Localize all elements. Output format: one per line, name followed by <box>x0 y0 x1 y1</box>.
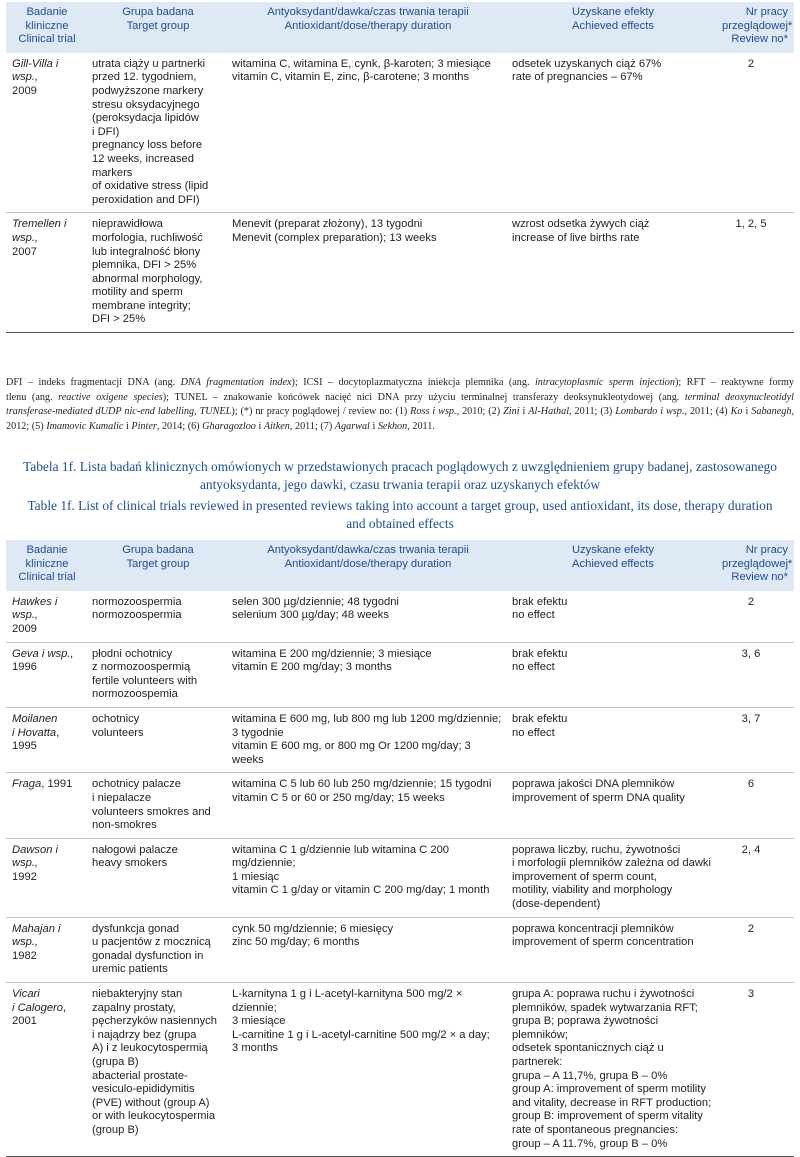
cell-line: stresu oksydacyjnego <box>92 98 200 111</box>
header-line: Nr pracy <box>745 544 788 556</box>
cell-line: grupa – A 11,7%, grupa B – 0% <box>512 1069 668 1082</box>
cell-target-group <box>88 213 228 333</box>
cell-line: odsetek spontanicznych ciąż u partnerek: <box>512 1042 664 1068</box>
cell-line: improvement of sperm DNA quality <box>512 791 685 804</box>
header-line: Target group <box>126 19 190 32</box>
cell-antioxidant <box>228 773 508 838</box>
cell-line: zapalny prostaty, <box>92 1001 176 1014</box>
trial-author: Mahajan i wsp., <box>12 922 61 949</box>
cell-target-group <box>88 642 228 707</box>
cell-clinical-trial <box>6 53 88 213</box>
cell-line: pęcherzyków nasiennych <box>92 1015 217 1028</box>
cell-target-group <box>88 707 228 772</box>
cell-achieved-effects <box>508 53 718 213</box>
cell-line: wzrost odsetka żywych ciąż <box>512 218 650 231</box>
cell-line: fertile volunteers with <box>92 674 198 687</box>
caption-line: Table 1f. List of clinical trials reviewed in presented reviews taking into account a target group, used antioxidant, its dose, therapy duration <box>27 498 773 513</box>
cell-line: Menevit (preparat złożony), 13 tygodni <box>232 218 423 231</box>
table-header-row <box>6 540 794 591</box>
cell-line: poprawa jakości DNA plemników <box>512 778 675 791</box>
cell-achieved-effects <box>508 213 718 333</box>
header-line: Grupa badana <box>122 544 194 556</box>
header-line: Badanie <box>26 544 68 556</box>
cell-line: morfologia, ruchliwość <box>92 231 203 244</box>
cell-review-no: 2 <box>718 917 794 982</box>
table-row <box>6 213 794 333</box>
header-line: przeglądowej* <box>722 19 793 32</box>
cell-line: selen 300 µg/dziennie; 48 tygodni <box>232 595 399 608</box>
cell-line: gonadal dysfunction in <box>92 949 204 962</box>
cell-line: group A: improvement of sperm motility <box>512 1083 706 1096</box>
cell-achieved-effects <box>508 707 718 772</box>
cell-review-no: 6 <box>718 773 794 838</box>
cell-antioxidant <box>228 213 508 333</box>
cell-line: brak efektu <box>512 712 568 725</box>
cell-line: witamina E 200 mg/dziennie; 3 miesiące <box>232 647 432 660</box>
cell-line: heavy smokers <box>92 857 168 870</box>
header-line: Achieved effects <box>572 557 654 570</box>
cell-line: i morfologii plemników zależna od dawki <box>512 857 711 870</box>
cell-line: utrata ciąży u partnerki <box>92 57 206 70</box>
table-caption-polish <box>20 458 780 494</box>
header-target-group <box>88 2 228 53</box>
caption-line: Tabela 1f. Lista badań klinicznych omówionych w przedstawionych pracach poglądowych z uwzględnieniem grupy badanej, zastosowanego <box>23 459 777 474</box>
cell-line: DFI > 25% <box>92 313 146 326</box>
cell-antioxidant <box>228 707 508 772</box>
trial-author: Geva i wsp., <box>12 647 74 660</box>
cell-line: podwyższone markery <box>92 84 204 97</box>
header-line: Grupa badana <box>122 6 194 18</box>
cell-antioxidant <box>228 53 508 213</box>
cell-line: abacterial prostate- <box>92 1069 188 1082</box>
cell-achieved-effects <box>508 838 718 917</box>
trial-author: Gill-Villa i wsp., <box>12 57 59 84</box>
header-line: Nr pracy <box>745 6 788 18</box>
cell-line: (grupa B) <box>92 1056 139 1068</box>
cell-line: z normozoospermią <box>92 661 191 674</box>
table-footnote <box>6 376 794 434</box>
trial-author: Fraga <box>12 778 42 791</box>
header-line: Antyoksydant/dawka/czas trwania terapii <box>267 544 469 556</box>
cell-line: 3 miesiące <box>232 1015 286 1028</box>
cell-line: poprawa liczby, ruchu, żywotności <box>512 843 681 856</box>
trial-author: Dawson i wsp., <box>12 843 59 870</box>
cell-line: nieprawidłowa <box>92 218 163 231</box>
header-line: Clinical trial <box>18 571 76 584</box>
cell-line: brak efektu <box>512 595 568 608</box>
cell-review-no: 2 <box>718 591 794 642</box>
cell-line: (dose-dependent) <box>512 898 601 911</box>
cell-line: motility, viability and morphology <box>512 884 673 897</box>
header-line: kliniczne <box>25 557 69 570</box>
footnote-line: 2012; (5) Imamovic Kumalic i Pinter, 2014; (6) Gharagozloo i Aitken, 2011; (7) Agarwal i Sekhon, 2011. <box>6 420 435 432</box>
cell-line: rate of spontaneous pregnancies: <box>512 1123 679 1136</box>
cell-clinical-trial <box>6 917 88 982</box>
cell-line: A) i z leukocytospermią <box>92 1042 208 1055</box>
cell-line: vitamin C, vitamin E, zinc, β-carotene; 3 months <box>232 71 470 84</box>
cell-line: vesiculo-epididymitis <box>92 1083 195 1096</box>
header-line: Review no* <box>731 571 788 584</box>
cell-line: poprawa koncentracji plemników <box>512 922 674 935</box>
cell-line: ochotnicy palacze <box>92 778 181 791</box>
header-achieved-effects <box>508 540 718 591</box>
cell-line: uremic patients <box>92 963 168 976</box>
cell-target-group <box>88 53 228 213</box>
table-header-row <box>6 2 794 53</box>
cell-antioxidant <box>228 642 508 707</box>
cell-line: płodni ochotnicy <box>92 647 173 660</box>
cell-line: lub integralność błony <box>92 245 201 258</box>
header-review-no <box>718 2 794 53</box>
cell-line: (PVE) without (group A) <box>92 1096 210 1109</box>
trial-author: Hawkes i wsp., <box>12 595 58 622</box>
trial-author: Vicari <box>12 988 40 1001</box>
cell-line: normozoospermia <box>92 609 182 622</box>
cell-line: improvement of sperm count, <box>512 870 657 883</box>
cell-clinical-trial <box>6 707 88 772</box>
cell-achieved-effects <box>508 983 718 1157</box>
header-antioxidant <box>228 540 508 591</box>
cell-line: cynk 50 mg/dziennie; 6 miesięcy <box>232 922 394 935</box>
header-line: Uzyskane efekty <box>571 544 655 556</box>
cell-line: pregnancy loss before <box>92 139 203 152</box>
cell-line: improvement of sperm concentration <box>512 936 694 949</box>
cell-antioxidant <box>228 917 508 982</box>
table-row <box>6 983 794 1157</box>
cell-line: zinc 50 mg/day; 6 months <box>232 936 360 949</box>
table-row <box>6 642 794 707</box>
cell-line: motility and sperm <box>92 286 183 299</box>
cell-line: i najądrzy bez (grupa <box>92 1028 197 1041</box>
cell-line: witamina C 5 lub 60 lub 250 mg/dziennie; 15 tygodni <box>232 778 492 791</box>
cell-line: witamina C, witamina E, cynk, β-karoten; 3 miesiące <box>232 57 491 70</box>
cell-line: and vitality, decrease in RFT production; <box>512 1096 712 1109</box>
cell-line: no effect <box>512 609 555 622</box>
header-clinical-trial <box>6 2 88 53</box>
header-target-group <box>88 540 228 591</box>
cell-line: vitamin C 5 or 60 or 250 mg/day; 15 weeks <box>232 791 445 804</box>
trial-author: Tremellen i wsp., <box>12 218 67 244</box>
cell-line: i DFI) <box>92 125 120 138</box>
cell-achieved-effects <box>508 591 718 642</box>
cell-review-no: 3 <box>718 983 794 1157</box>
table-row <box>6 591 794 642</box>
cell-target-group <box>88 838 228 917</box>
cell-line: plemników, spadek wytwarzania RFT; <box>512 1001 698 1014</box>
cell-line: L-karnityna 1 g i L-acetyl-karnityna 500 mg/2 × dziennie; <box>232 988 463 1014</box>
header-line: Target group <box>126 557 190 570</box>
header-line: Antyoksydant/dawka/czas trwania terapii <box>267 6 469 18</box>
cell-line: peroxidation and DFI) <box>92 193 200 206</box>
cell-line: grupa B; poprawa żywotności plemników; <box>512 1015 659 1041</box>
cell-line: Menevit (complex preparation); 13 weeks <box>232 231 437 244</box>
cell-review-no: 2 <box>718 53 794 213</box>
cell-line: of oxidative stress (lipid <box>92 180 209 193</box>
table-body <box>6 591 794 1157</box>
trial-year-num: , 1995 <box>12 726 60 753</box>
cell-target-group <box>88 773 228 838</box>
footnote-line: DFI – indeks fragmentacji DNA (ang. DNA fragmentation index); ICSI – docytoplazmatyczna iniekcja plemnika (ang. intracytoplasmic sperm injection); RFT – reaktywne formy <box>6 377 794 388</box>
caption-line: and obtained effects <box>346 516 454 531</box>
cell-line: niebakteryjny stan <box>92 988 183 1001</box>
header-line: kliniczne <box>25 19 69 32</box>
header-line: Uzyskane efekty <box>571 6 655 18</box>
cell-line: dysfunkcja gonad <box>92 922 180 935</box>
cell-clinical-trial <box>6 838 88 917</box>
footnote-line: tlenu (ang. reactive oxigene species); TUNEL – znakowanie końcówek nacięć nici DNA przy użyciu terminalnej transferazy deoksynukleotydowej (ang. terminal deoxynucleotidyl <box>6 391 794 403</box>
cell-line: or with leukocytospermia <box>92 1110 216 1123</box>
trial-author: Moilanen <box>12 712 58 725</box>
cell-line: nałogowi palacze <box>92 843 178 856</box>
cell-review-no: 1, 2, 5 <box>718 213 794 333</box>
header-line: Antioxidant/dose/therapy duration <box>284 19 452 32</box>
cell-line: (peroksydacja lipidów <box>92 112 199 125</box>
header-clinical-trial <box>6 540 88 591</box>
trial-year: 2007 <box>12 245 37 258</box>
trial-coauthor: i Hovatta <box>12 726 57 739</box>
cell-achieved-effects <box>508 642 718 707</box>
cell-review-no: 2, 4 <box>718 838 794 917</box>
cell-target-group <box>88 591 228 642</box>
footnote-line: transferase-mediated dUDP nic-end labelling, TUNEL); (*) nr pracy poglądowej / review no: (1) Ross i wsp., 2010; (2) Zini i Al-Hathal, 2011; (3) Lombardo i wsp., 2011; (4) Ko i Sabanegh, <box>6 406 794 418</box>
cell-line: normozoospermia <box>92 595 182 608</box>
cell-achieved-effects <box>508 773 718 838</box>
trial-coauthor: i Calogero <box>12 1001 63 1014</box>
cell-line: u pacjentów z mocznicą <box>92 936 211 949</box>
cell-line: selenium 300 µg/day; 48 weeks <box>232 609 389 622</box>
cell-line: vitamin E 200 mg/day; 3 months <box>232 661 392 674</box>
cell-achieved-effects <box>508 917 718 982</box>
cell-line: ochotnicy <box>92 712 140 725</box>
cell-target-group <box>88 983 228 1157</box>
header-line: Badanie <box>26 6 68 18</box>
cell-line: 3 tygodnie <box>232 726 284 739</box>
table-caption-english <box>20 497 780 533</box>
header-line: Clinical trial <box>18 33 76 46</box>
cell-line: group – A 11.7%, group B – 0% <box>512 1137 668 1150</box>
header-review-no <box>718 540 794 591</box>
table-body <box>6 53 794 333</box>
table-row <box>6 53 794 213</box>
cell-antioxidant <box>228 838 508 917</box>
cell-line: odsetek uzyskanych ciąż 67% <box>512 57 662 70</box>
cell-line: no effect <box>512 661 555 674</box>
header-line: przeglądowej* <box>722 557 793 570</box>
cell-line: volunteers smokres and <box>92 805 211 818</box>
clinical-trials-table-continued <box>6 2 794 333</box>
cell-line: vitamin E 600 mg, or 800 mg Or 1200 mg/day; 3 weeks <box>232 740 471 766</box>
trial-year-num: , 2001 <box>12 1001 67 1028</box>
cell-line: grupa A: poprawa ruchu i żywotności <box>512 988 695 1001</box>
trial-year <box>12 1002 66 1028</box>
caption-line: antyoksydanta, jego dawki, czasu trwania terapii oraz uzyskanych efektów <box>199 477 601 492</box>
cell-clinical-trial <box>6 773 88 838</box>
cell-clinical-trial <box>6 213 88 333</box>
cell-clinical-trial <box>6 591 88 642</box>
header-line: Review no* <box>731 33 788 46</box>
cell-line: non-smokres <box>92 819 157 832</box>
cell-line: normozoospemia <box>92 688 178 701</box>
table-row <box>6 707 794 772</box>
trial-year: 1996 <box>12 661 37 674</box>
clinical-trials-table-1f <box>6 540 794 1157</box>
table-row <box>6 838 794 917</box>
header-achieved-effects <box>508 2 718 53</box>
cell-line: L-carnitine 1 g i L-acetyl-carnitine 500 mg/2 × a day; <box>232 1028 490 1041</box>
cell-clinical-trial <box>6 642 88 707</box>
cell-line: membrane integrity; <box>92 299 191 312</box>
trial-year: 2009 <box>12 622 37 635</box>
cell-line: no effect <box>512 726 555 739</box>
header-line: Antioxidant/dose/therapy duration <box>284 557 452 570</box>
cell-line: volunteers <box>92 726 144 739</box>
header-line: Achieved effects <box>572 19 654 32</box>
cell-line: vitamin C 1 g/day or vitamin C 200 mg/day; 1 month <box>232 884 490 897</box>
trial-year: 2009 <box>12 84 37 97</box>
cell-target-group <box>88 917 228 982</box>
cell-line: 1 miesiąc <box>232 870 280 883</box>
table-row <box>6 917 794 982</box>
cell-line: 3 months <box>232 1042 279 1055</box>
cell-line: group B: improvement of sperm vitality <box>512 1110 703 1123</box>
trial-year: 1992 <box>12 870 37 883</box>
cell-antioxidant <box>228 983 508 1157</box>
cell-review-no: 3, 6 <box>718 642 794 707</box>
cell-line: 12 weeks, increased markers <box>92 152 194 179</box>
table-row <box>6 773 794 838</box>
trial-year <box>12 727 59 753</box>
cell-line: witamina E 600 mg, lub 800 mg lub 1200 mg/dziennie; <box>232 712 502 725</box>
cell-line: i niepalacze <box>92 791 152 804</box>
cell-review-no: 3, 7 <box>718 707 794 772</box>
header-antioxidant <box>228 2 508 53</box>
cell-line: witamina C 1 g/dziennie lub witamina C 200 mg/dziennie; <box>232 843 450 870</box>
cell-line: abnormal morphology, <box>92 272 203 285</box>
cell-line: rate of pregnancies – 67% <box>512 71 643 84</box>
cell-line: (group B) <box>92 1123 139 1136</box>
cell-clinical-trial <box>6 983 88 1157</box>
cell-line: brak efektu <box>512 647 568 660</box>
cell-line: increase of live births rate <box>512 231 640 244</box>
trial-year: , 1991 <box>41 778 73 791</box>
cell-line: plemnika, DFI > 25% <box>92 259 197 272</box>
cell-line: przed 12. tygodniem, <box>92 71 197 84</box>
trial-year: 1982 <box>12 949 37 962</box>
cell-antioxidant <box>228 591 508 642</box>
